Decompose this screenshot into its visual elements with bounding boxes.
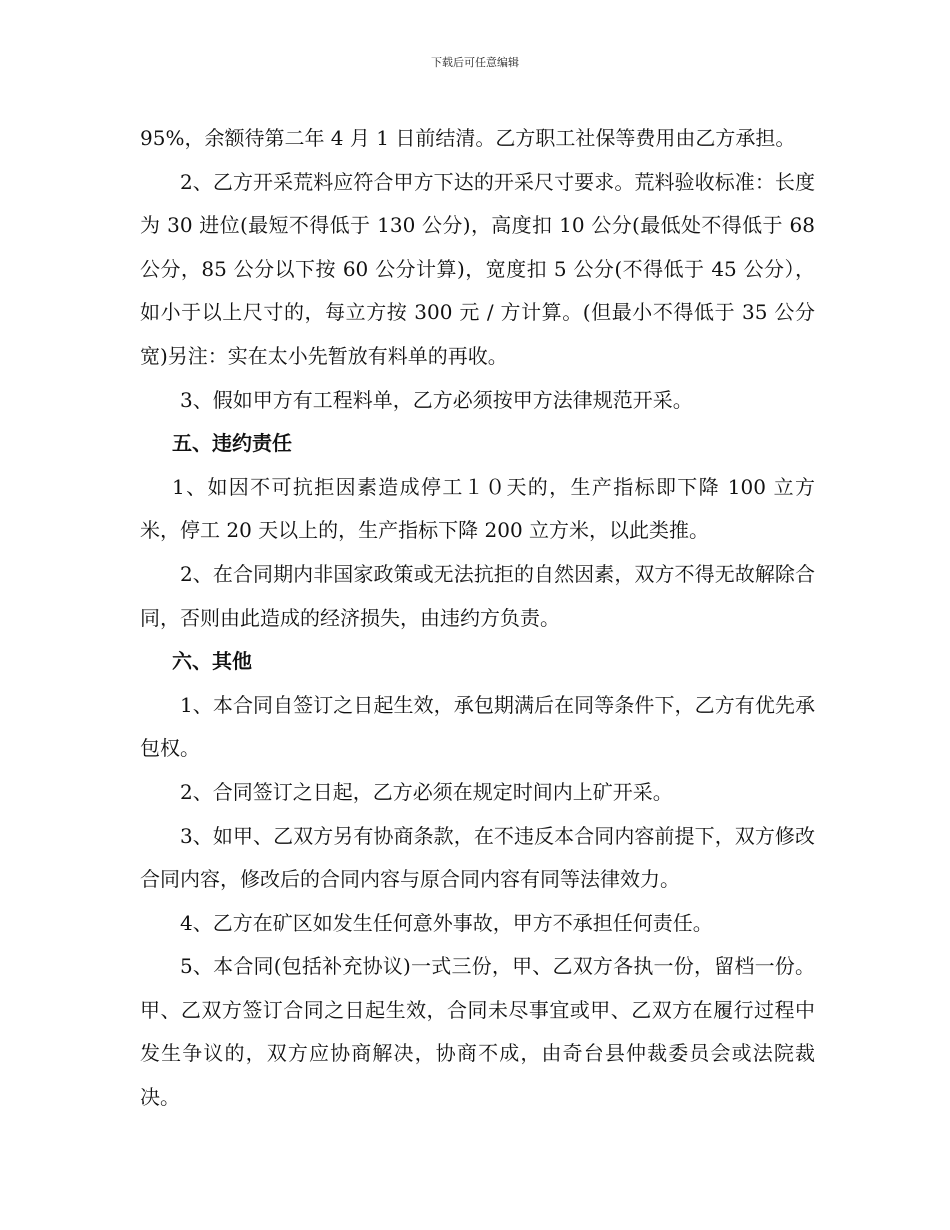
paragraph-other-5-copies-disputes: 5、本合同(包括补充协议)一式三份，甲、乙双方各执一份，留档一份。甲、乙双方签订合同之日起生效，合同未尽事宜或甲、乙双方在履行过程中发生争议的，双方应协商解决，协商不成，由奇台县仲裁委员会或法院裁决。 (140, 954, 815, 1110)
paragraph-other-1-effective: 1、本合同自签订之日起生效，承包期满后在同等条件下，乙方有优先承包权。 (140, 692, 815, 761)
paragraph-breach-1-stoppage: 1、如因不可抗拒因素造成停工１０天的，生产指标即下降 100 立方米，停工 20 天以上的，生产指标下降 200 立方米，以此类推。 (140, 474, 815, 543)
page-header: 下载后可任意编辑 (431, 56, 519, 69)
paragraph-other-4-accidents: 4、乙方在矿区如发生任何意外事故，甲方不承担任何责任。 (180, 910, 713, 935)
paragraph-breach-2-termination: 2、在合同期内非国家政策或无法抗拒的自然因素，双方不得无故解除合同，否则由此造成的经济损失，由违约方负责。 (140, 561, 815, 630)
document-body (140, 117, 815, 1120)
paragraph-clause-2-block-standard: 2、乙方开采荒料应符合甲方下达的开采尺寸要求。荒料验收标准：长度为 30 进位(最短不得低于 130 公分)，高度扣 10 公分(最低处不得低于 68 公分，85 公分以下按 60 公分计算)，宽度扣 5 公分(不得低于 45 公分），如小于以上尺寸的，每立方按 300 元 / 方计算。(但最小不得低于 35 公分宽)另注：实在太小先暂放有料单的再收。 (140, 169, 815, 368)
section-heading-other: 六、其他 (172, 649, 252, 674)
paragraph-other-3-amendments: 3、如甲、乙双方另有协商条款，在不违反本合同内容前提下，双方修改合同内容，修改后的合同内容与原合同内容有同等法律效力。 (140, 823, 815, 892)
section-heading-breach: 五、违约责任 (172, 431, 292, 456)
paragraph-payment-balance: 95%，余额待第二年 4 月 1 日前结清。乙方职工社保等费用由乙方承担。 (140, 126, 796, 150)
paragraph-clause-3-engineering-order: 3、假如甲方有工程料单，乙方必须按甲方法律规范开采。 (180, 387, 693, 412)
paragraph-other-2-mining-start: 2、合同签订之日起，乙方必须在规定时间内上矿开采。 (180, 779, 673, 804)
